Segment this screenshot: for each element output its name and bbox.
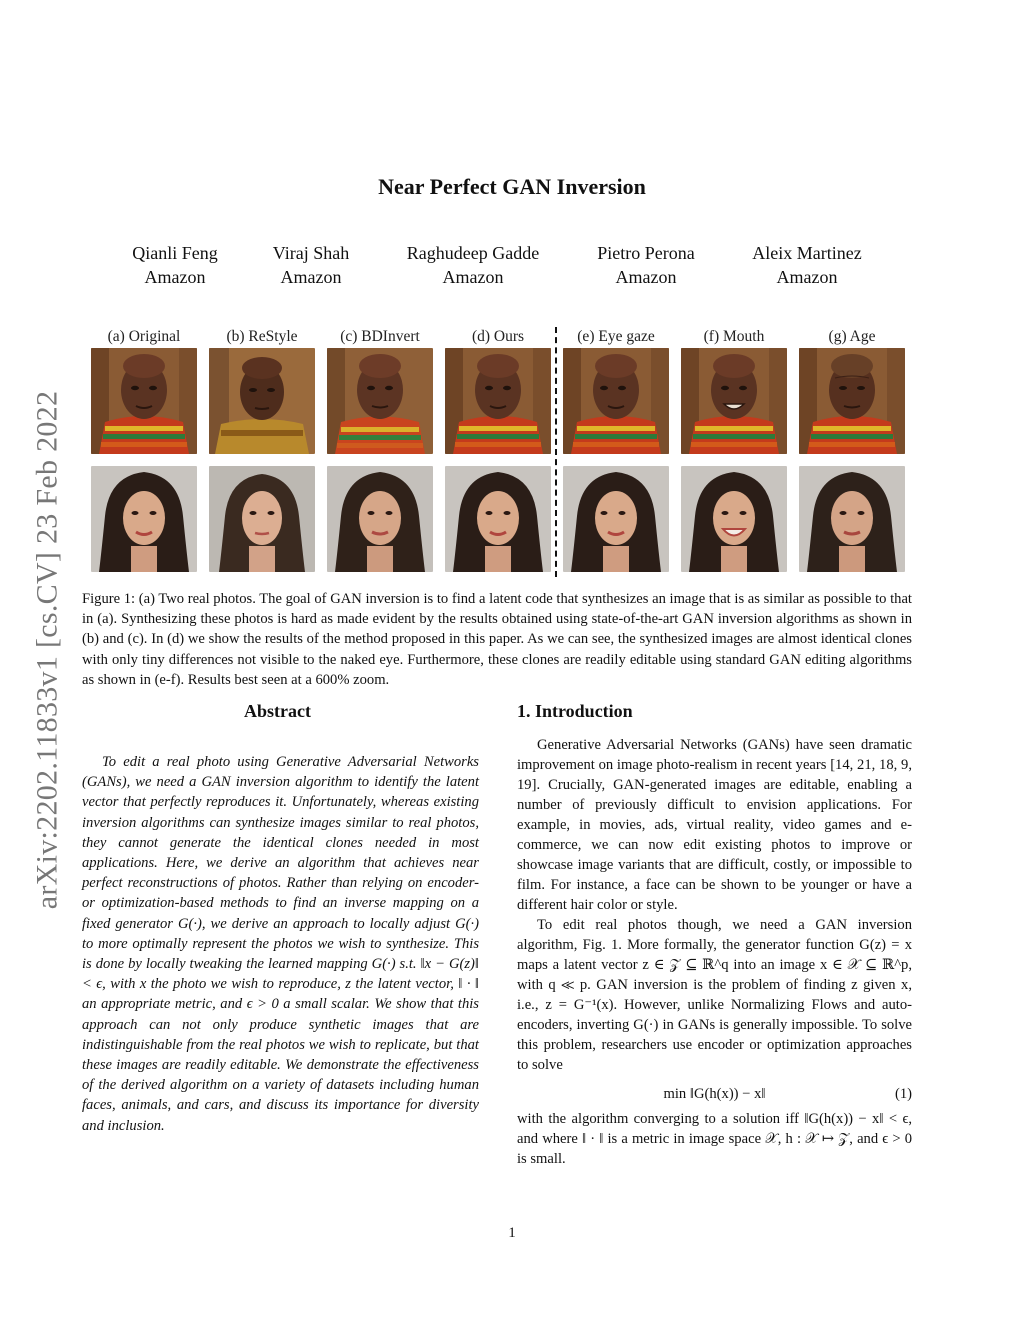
author-affiliation: Amazon (144, 267, 206, 287)
figure-caption: Figure 1: (a) Two real photos. The goal of GAN inversion is to find a latent code that synthesizes an image that is as similar as possible to that in (a). Synthesizing these photos is hard as made evident by the results obtained using state-of-the-art GAN inversion algorithms as shown in (b) and (c). In (d) we show the results of the method proposed in this paper. As we can see, the synthesized images are almost identical clones with only tiny differences not visible to the naked eye. Furthermore, these clones are readily editable using standard GAN editing algorithms as shown in (e-f). Results best seen at a 600% zoom. (82, 591, 912, 688)
author-name: Viraj Shah (272, 243, 350, 263)
abstract-heading: Abstract (244, 701, 311, 721)
author-affiliation: Amazon (776, 267, 838, 287)
photo-row2-bdinvert (327, 466, 433, 572)
introduction-body (517, 735, 912, 1169)
author-name: Pietro Perona (597, 243, 695, 263)
author-affiliation: Amazon (615, 267, 677, 287)
photo-row1-eye-gaze (563, 348, 669, 454)
photo-row1-mouth (681, 348, 787, 454)
equation-body: min ‖G(h(x)) − x‖ (663, 1086, 766, 1102)
author-1 (132, 241, 218, 289)
author-4 (597, 241, 694, 289)
figure-label-ours: (d) Ours (471, 328, 525, 345)
photo-row2-eye-gaze (563, 466, 669, 572)
photo-row2-age (799, 466, 905, 572)
photo-row1-ours (445, 348, 551, 454)
arxiv-identifier-text: arXiv:2202.11833v1 [cs.CV] 23 Feb 2022 (30, 390, 64, 910)
figure-label-age: (g) Age (828, 328, 876, 345)
intro-paragraph-2: To edit real photos though, we need a GAN inversion algorithm, Fig. 1. More formally, the generator function G(z) = x maps a latent vector z ∈ 𝒵 ⊆ ℝ^q into an image x ∈ 𝒳 ⊆ ℝ^p, with q ≪ p. GAN inversion is the problem of finding z given x, i.e., z = G⁻¹(x). However, unlike Normalizing Flows and auto-encoders, inverting G(·) in GANs is generally impossible. To solve this problem, researchers use encoder or optimization approaches to solve (517, 917, 912, 1073)
photo-row1-age (799, 348, 905, 454)
arxiv-identifier (22, 350, 72, 950)
photo-row1-bdinvert (327, 348, 433, 454)
photo-row2-original (91, 466, 197, 572)
figure-label-mouth: (f) Mouth (703, 328, 765, 345)
paper-title: Near Perfect GAN Inversion (378, 174, 646, 199)
figure-label-original: (a) Original (107, 328, 181, 345)
author-name: Qianli Feng (132, 243, 218, 263)
author-5 (752, 241, 861, 289)
abstract-text: To edit a real photo using Generative Adversarial Networks (GANs), we need a GAN inversion algorithm to identify the latent vector that perfectly reproduces it. Unfortunately, whereas existing inversion algorithms can synthesize images similar to real photos, they cannot generate the identical clones needed in most applications. Here, we derive an algorithm that achieves near perfect reconstructions of photos. Rather than relying on encoder- or optimization-based methods to find an inverse mapping on a fixed generator G(·), we derive an approach to locally adjust G(·) to more optimally represent the photos we wish to synthesize. This is done by locally tweaking the learned mapping G(·) s.t. ‖x − G(z)‖ < ϵ, with x the photo we wish to reproduce, z the latent vector, ‖ · ‖ an appropriate metric, and ϵ > 0 a small scalar. We show that this approach can not only produce synthetic images that are indistinguishable from the real photos we wish to replicate, but that these images are readily editable. We demonstrate the effectiveness of the derived algorithm on a variety of datasets including human faces, animals, and cars, and discuss its importance for diversity and inclusion. (82, 754, 479, 1134)
photo-row1-original (91, 348, 197, 454)
equation-1 (517, 1079, 912, 1109)
author-name: Aleix Martinez (752, 243, 862, 263)
author-affiliation: Amazon (280, 267, 342, 287)
page-number: 1 (508, 1225, 516, 1241)
photo-row1-restyle (209, 348, 315, 454)
author-name: Raghudeep Gadde (406, 243, 540, 263)
figure-label-bdinvert: (c) BDInvert (340, 328, 420, 345)
introduction-heading: 1. Introduction (517, 701, 633, 721)
equation-number: (1) (894, 1086, 912, 1102)
author-3 (407, 241, 539, 289)
photo-row2-ours (445, 466, 551, 572)
author-2 (273, 241, 349, 289)
intro-paragraph-3: with the algorithm converging to a solution iff ‖G(h(x)) − x‖ < ϵ, and where ‖ · ‖ is a metric in image space 𝒳, h : 𝒳 ↦ 𝒵, and ϵ > 0 is small. (517, 1111, 912, 1167)
figure-separator (555, 327, 557, 577)
author-affiliation: Amazon (442, 267, 504, 287)
abstract-body (82, 752, 479, 1136)
figure-label-restyle: (b) ReStyle (226, 328, 298, 345)
intro-paragraph-1: Generative Adversarial Networks (GANs) have seen dramatic improvement on image photo-realism in recent years [14, 21, 18, 9, 19]. Crucially, GAN-generated images are editable, enabling a number of previously difficult to envision applications. For example, in movies, ads, virtual reality, video games and e-commerce, we can now edit existing photos to improve or showcase image variants that are difficult, costly, or impossible to film. For instance, a face can be shown to be younger or have a different hair color or style. (517, 737, 912, 913)
photo-row2-mouth (681, 466, 787, 572)
figure-label-eye-gaze: (e) Eye gaze (577, 328, 655, 345)
photo-row2-restyle (209, 466, 315, 572)
